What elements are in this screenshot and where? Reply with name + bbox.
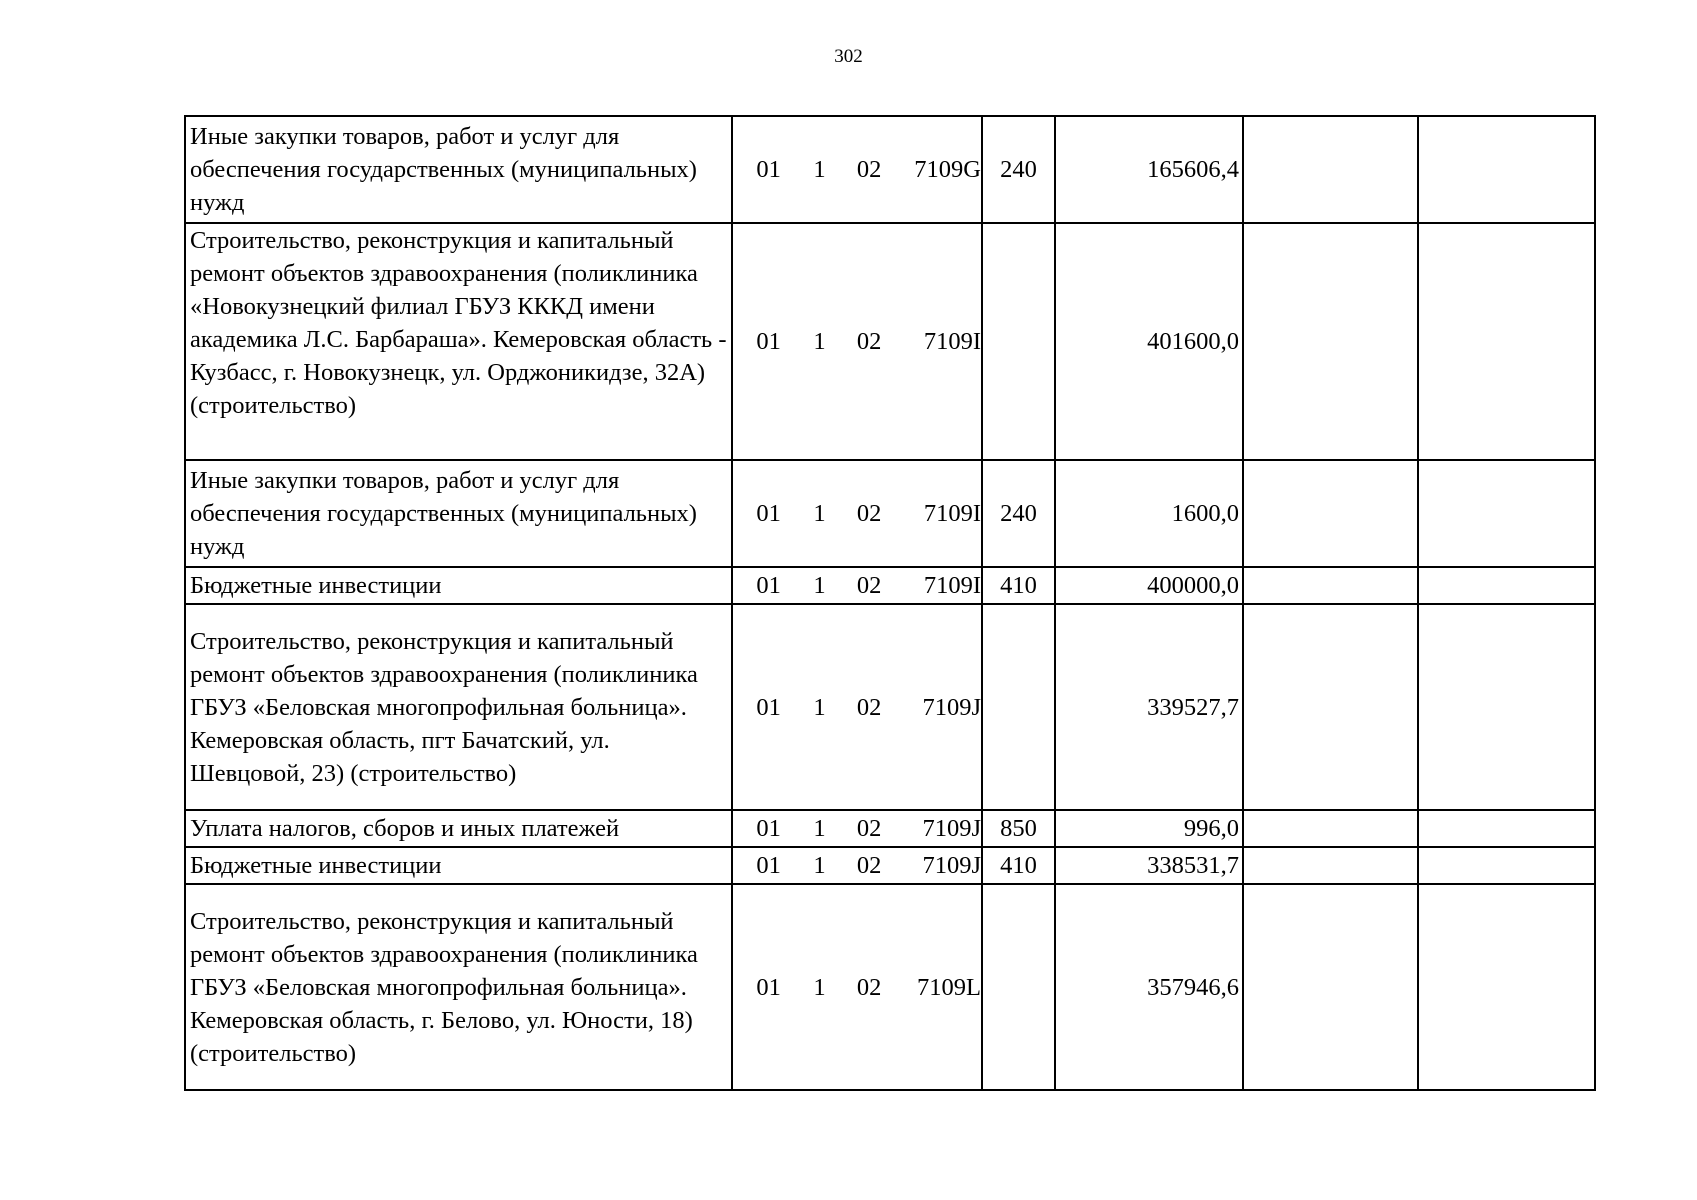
code-direction: 7109I bbox=[923, 572, 981, 599]
code-program: 1 bbox=[813, 973, 826, 1001]
expense-type-cell bbox=[982, 884, 1055, 1090]
code-subprogram: 02 bbox=[856, 156, 882, 183]
amount-cell: 1600,0 bbox=[1055, 460, 1243, 567]
expense-type-cell bbox=[982, 604, 1055, 810]
code-section: 01 bbox=[756, 572, 781, 599]
code-direction: 7109G bbox=[914, 156, 981, 183]
table-row bbox=[185, 567, 1595, 604]
codes-cell bbox=[732, 884, 982, 1090]
empty-cell bbox=[1418, 847, 1595, 884]
row-name-cell: Строительство, реконструкция и капитальный ремонт объектов здравоохранения (поликлиника ГБУЗ «Беловская многопрофильная больница». Кемеровская область, пгт Бачатский, ул. Шевцовой, 23) (строительство) bbox=[185, 604, 732, 810]
table-row bbox=[185, 223, 1595, 460]
code-subprogram: 02 bbox=[856, 328, 882, 355]
table-row bbox=[185, 884, 1595, 1090]
code-program: 1 bbox=[813, 815, 826, 842]
expense-type-cell: 240 bbox=[982, 116, 1055, 223]
codes-cell bbox=[732, 460, 982, 567]
code-section: 01 bbox=[756, 852, 781, 879]
code-section: 01 bbox=[756, 156, 781, 183]
codes-cell bbox=[732, 604, 982, 810]
empty-cell bbox=[1418, 460, 1595, 567]
expense-type-cell bbox=[982, 223, 1055, 460]
expense-type-cell: 240 bbox=[982, 460, 1055, 567]
empty-cell bbox=[1418, 567, 1595, 604]
row-name-cell: Иные закупки товаров, работ и услуг для обеспечения государственных (муниципальных) нужд bbox=[185, 460, 732, 567]
empty-cell bbox=[1418, 223, 1595, 460]
empty-cell bbox=[1243, 567, 1418, 604]
table-row bbox=[185, 460, 1595, 567]
expense-type-cell: 410 bbox=[982, 847, 1055, 884]
code-program: 1 bbox=[813, 328, 826, 355]
amount-cell: 165606,4 bbox=[1055, 116, 1243, 223]
codes-cell bbox=[732, 567, 982, 604]
code-direction: 7109J bbox=[922, 693, 981, 721]
empty-cell bbox=[1243, 116, 1418, 223]
code-direction: 7109I bbox=[923, 500, 981, 527]
codes-cell bbox=[732, 116, 982, 223]
row-name-cell bbox=[185, 223, 732, 460]
code-subprogram: 02 bbox=[856, 572, 882, 599]
code-direction: 7109L bbox=[917, 973, 981, 1001]
empty-cell bbox=[1418, 116, 1595, 223]
row-name-text: Строительство, реконструкция и капитальный ремонт объектов здравоохранения (поликлиника «Новокузнецкий филиал ГБУЗ КККД имени академика Л.С. Барбараша». Кемеровская область - Кузбасс, г. Новокузнецк, ул. Орджоникидзе, 32А) (строительство) bbox=[190, 227, 727, 419]
amount-cell: 338531,7 bbox=[1055, 847, 1243, 884]
code-program: 1 bbox=[813, 156, 826, 183]
row-name-cell: Иные закупки товаров, работ и услуг для обеспечения государственных (муниципальных) нужд bbox=[185, 116, 732, 223]
code-subprogram: 02 bbox=[856, 815, 882, 842]
table-row bbox=[185, 116, 1595, 223]
expense-type-cell: 850 bbox=[982, 810, 1055, 847]
code-subprogram: 02 bbox=[856, 973, 882, 1001]
code-program: 1 bbox=[813, 852, 826, 879]
empty-cell bbox=[1243, 460, 1418, 567]
codes-cell bbox=[732, 847, 982, 884]
code-section: 01 bbox=[756, 973, 781, 1001]
empty-cell bbox=[1418, 604, 1595, 810]
row-name-cell: Бюджетные инвестиции bbox=[185, 567, 732, 604]
budget-table bbox=[184, 115, 1596, 1091]
code-direction: 7109I bbox=[923, 328, 981, 355]
empty-cell bbox=[1243, 604, 1418, 810]
row-name-cell: Строительство, реконструкция и капитальный ремонт объектов здравоохранения (поликлиника ГБУЗ «Беловская многопрофильная больница». Кемеровская область, г. Белово, ул. Юности, 18) (строительство) bbox=[185, 884, 732, 1090]
row-name-cell: Бюджетные инвестиции bbox=[185, 847, 732, 884]
empty-cell bbox=[1243, 810, 1418, 847]
code-section: 01 bbox=[756, 693, 781, 721]
amount-cell: 339527,7 bbox=[1055, 604, 1243, 810]
code-direction: 7109J bbox=[922, 852, 981, 879]
code-program: 1 bbox=[813, 572, 826, 599]
empty-cell bbox=[1243, 847, 1418, 884]
code-subprogram: 02 bbox=[856, 500, 882, 527]
code-section: 01 bbox=[756, 815, 781, 842]
code-direction: 7109J bbox=[922, 815, 981, 842]
code-section: 01 bbox=[756, 328, 781, 355]
page-number: 302 bbox=[834, 46, 863, 67]
amount-cell: 996,0 bbox=[1055, 810, 1243, 847]
empty-cell bbox=[1243, 223, 1418, 460]
row-name-cell: Уплата налогов, сборов и иных платежей bbox=[185, 810, 732, 847]
table-row bbox=[185, 847, 1595, 884]
table-row bbox=[185, 604, 1595, 810]
codes-cell bbox=[732, 223, 982, 460]
empty-cell bbox=[1418, 884, 1595, 1090]
code-program: 1 bbox=[813, 500, 826, 527]
amount-cell: 357946,6 bbox=[1055, 884, 1243, 1090]
amount-cell: 400000,0 bbox=[1055, 567, 1243, 604]
code-subprogram: 02 bbox=[856, 852, 882, 879]
table-row bbox=[185, 810, 1595, 847]
empty-cell bbox=[1243, 884, 1418, 1090]
empty-cell bbox=[1418, 810, 1595, 847]
amount-cell: 401600,0 bbox=[1055, 223, 1243, 460]
code-section: 01 bbox=[756, 500, 781, 527]
expense-type-cell: 410 bbox=[982, 567, 1055, 604]
code-subprogram: 02 bbox=[856, 693, 882, 721]
codes-cell bbox=[732, 810, 982, 847]
code-program: 1 bbox=[813, 693, 826, 721]
